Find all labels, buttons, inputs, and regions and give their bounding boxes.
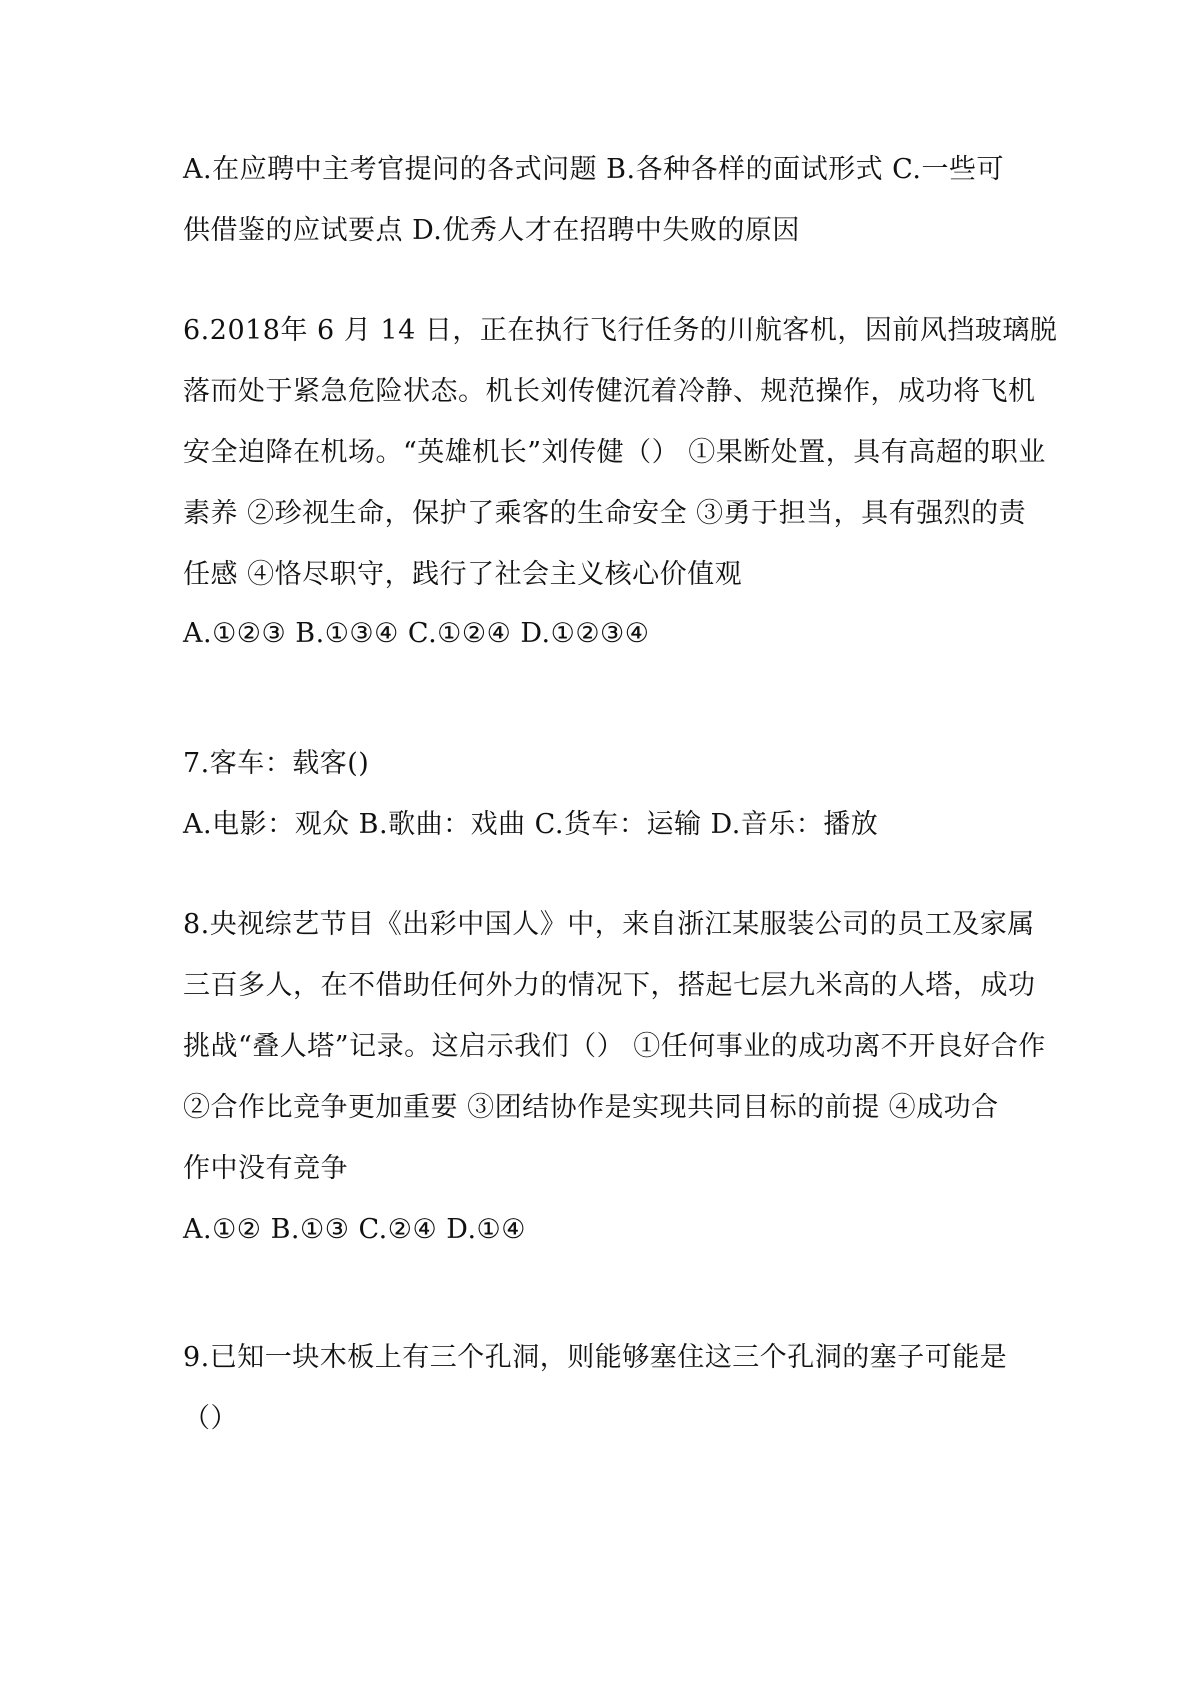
q8-stem-line-3: 挑战“叠人塔”记录。这启示我们（） ①任何事业的成功离不开良好合作 [183, 1031, 1046, 1062]
q9-stem-line-1: 9.已知一块木板上有三个孔洞，则能够塞住这三个孔洞的塞子可能是 [183, 1342, 1008, 1373]
q5-options-line-2: 供借鉴的应试要点 D.优秀人才在招聘中失败的原因 [183, 215, 800, 246]
q8-stem-line-5: 作中没有竞争 [183, 1153, 348, 1184]
q6-stem-line-4: 素养 ②珍视生命，保护了乘客的生命安全 ③勇于担当，具有强烈的责 [183, 498, 1027, 529]
q8-stem-line-2: 三百多人，在不借助任何外力的情况下，搭起七层九米高的人塔，成功 [183, 970, 1036, 1001]
q6-stem-line-1: 6.2018年 6 月 14 日，正在执行飞行任务的川航客机，因前风挡玻璃脱 [183, 315, 1058, 346]
q6-options: A.①②③ B.①③④ C.①②④ D.①②③④ [183, 618, 650, 649]
q8-options: A.①② B.①③ C.②④ D.①④ [183, 1214, 526, 1245]
q7-options: A.电影：观众 B.歌曲：戏曲 C.货车：运输 D.音乐：播放 [183, 809, 879, 840]
q6-stem-line-5: 任感 ④恪尽职守，践行了社会主义核心价值观 [183, 559, 743, 590]
q7-stem: 7.客车：载客() [183, 748, 370, 779]
q8-stem-line-1: 8.央视综艺节目《出彩中国人》中，来自浙江某服装公司的员工及家属 [183, 909, 1035, 940]
q8-stem-line-4: ②合作比竞争更加重要 ③团结协作是实现共同目标的前提 ④成功合 [183, 1092, 999, 1123]
q5-options-line-1: A.在应聘中主考官提问的各式问题 B.各种各样的面试形式 C.一些可 [183, 154, 1004, 185]
q6-stem-line-3: 安全迫降在机场。“英雄机长”刘传健（） ①果断处置，具有高超的职业 [183, 437, 1046, 468]
q9-stem-line-2: （） [183, 1403, 238, 1434]
q6-stem-line-2: 落而处于紧急危险状态。机长刘传健沉着冷静、规范操作，成功将飞机 [183, 376, 1036, 407]
